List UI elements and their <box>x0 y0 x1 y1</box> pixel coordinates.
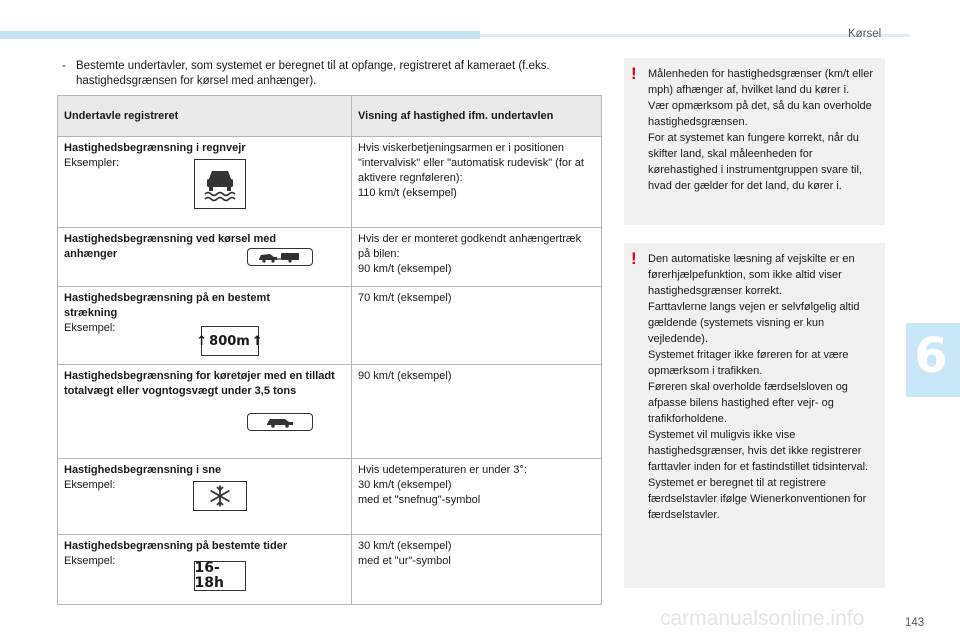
sub-sign-table <box>57 95 602 605</box>
display-line: 90 km/t (eksempel) <box>358 370 452 382</box>
display-line: Hvis viskerbetjeningsarmen er i positionen "intervalvisk" eller "automatisk rudevisk" (for at aktivere regnføleren): <box>358 142 584 184</box>
display-line: Hvis der er monteret godkendt anhængertræk på bilen: <box>358 233 582 260</box>
display-line: 30 km/t (eksempel) <box>358 540 452 552</box>
table-cell-display <box>352 535 602 605</box>
table-cell-display <box>352 287 602 365</box>
display-line: Hvis udetemperaturen er under 3°: <box>358 464 527 476</box>
note-line: Systemet fritager ikke føreren for at være opmærksom i trafikken. <box>648 349 849 377</box>
intro-dash: - <box>62 60 66 72</box>
table-cell-display <box>352 459 602 535</box>
arrow-up-icon: ↑ <box>251 333 263 349</box>
table-header-row <box>58 96 602 137</box>
section-title: Kørsel <box>848 28 882 40</box>
warning-icon: ! <box>631 249 637 268</box>
table-cell-sign <box>58 459 352 535</box>
chapter-number: 6 <box>914 328 948 384</box>
arrow-up-icon: ↑ <box>196 333 208 349</box>
display-line: med et "snefnug"-symbol <box>358 494 481 506</box>
note-line: Vær opmærksom på det, så du kan overholde hastighedsgrænsen. <box>648 100 872 128</box>
table-row <box>58 287 602 365</box>
display-line: 110 km/t (eksempel) <box>358 187 457 199</box>
row-title: Hastighedsbegrænsning ved kørsel med anhænger <box>64 233 277 260</box>
note-text <box>648 66 884 194</box>
table-cell-sign <box>58 228 352 287</box>
note-line: Målenheden for hastighedsgrænser (km/t eller mph) afhænger af, hvilket land du kører i. <box>648 68 874 96</box>
row-subtitle: Eksempel: <box>64 322 116 334</box>
car-sign-icon <box>247 413 313 431</box>
header-rule <box>480 34 910 37</box>
intro-text: Bestemte undertavler, som systemet er beregnet til at opfange, registreret af kameraet (f.eks. hastighedsgrænsen for kørsel med anhænger). <box>76 60 550 87</box>
note-line: Føreren skal overholde færdselsloven og afpasse bilens hastighed efter vejr- og trafikforholdene. <box>648 381 848 425</box>
table-row <box>58 137 602 228</box>
display-line: 70 km/t (eksempel) <box>358 292 452 304</box>
row-subtitle: Eksempler: <box>64 157 120 169</box>
row-title: Hastighedsbegrænsning på bestemte tider <box>64 540 288 552</box>
table-cell-display <box>352 365 602 459</box>
table-row <box>58 459 602 535</box>
table-cell-sign <box>58 137 352 228</box>
row-title: Hastighedsbegrænsning i regnvejr <box>64 142 246 154</box>
table-row <box>58 228 602 287</box>
snowflake-sign-icon <box>193 481 247 511</box>
display-line: 30 km/t (eksempel) <box>358 479 452 491</box>
rain-car-sign-icon <box>194 159 246 209</box>
row-subtitle: Eksempel: <box>64 479 116 491</box>
display-line: med et "ur"-symbol <box>358 555 451 567</box>
header-accent-bar <box>0 31 480 39</box>
note-line: Systemet er beregnet til at registrere færdselstavler ifølge Wienerkonventionen for færdselstavler. <box>648 477 867 521</box>
time-sign-icon <box>194 561 246 591</box>
table-cell-display <box>352 137 602 228</box>
table-row <box>58 365 602 459</box>
display-line: 90 km/t (eksempel) <box>358 263 452 275</box>
car-trailer-sign-icon <box>247 248 313 266</box>
row-subtitle: Eksempel: <box>64 555 116 567</box>
note-line: Den automatiske læsning af vejskilte er en førerhjælpefunktion, som ikke altid viser hastighedsgrænser korrekt. <box>648 253 855 297</box>
table-cell-display <box>352 228 602 287</box>
note-line: Farttavlerne langs vejen er selvfølgelig altid gældende (systemets visning er kun vejledende). <box>648 301 860 345</box>
table-cell-sign <box>58 365 352 459</box>
table-row <box>58 535 602 605</box>
distance-sign-text: 800m <box>209 333 250 349</box>
table-header-display: Visning af hastighed ifm. undertavlen <box>352 96 602 137</box>
warning-note-units <box>624 58 885 225</box>
note-text <box>648 251 884 523</box>
time-sign-text: 16-18h <box>194 560 224 591</box>
intro-paragraph <box>62 59 607 89</box>
row-title: Hastighedsbegrænsning i sne <box>64 464 222 476</box>
watermark: carmanualsonline.info <box>660 607 865 630</box>
table-header-sign: Undertavle registreret <box>58 96 352 137</box>
distance-sign-icon <box>196 326 263 356</box>
warning-icon: ! <box>631 64 637 83</box>
table-cell-sign <box>58 535 352 605</box>
warning-note-reading <box>624 243 885 588</box>
row-title: Hastighedsbegrænsning på en bestemt strækning <box>64 292 270 319</box>
page-number: 143 <box>905 617 925 629</box>
table-cell-sign <box>58 287 352 365</box>
note-line: For at systemet kan fungere korrekt, når du skifter land, skal måleenheden for kørehastighed i instrumentgruppen svare til, hvad der gælder for det land, du kører i. <box>648 132 862 192</box>
row-title: Hastighedsbegrænsning for køretøjer med en tilladt totalvægt eller vogntogsvægt under 3,5 tons <box>64 370 335 397</box>
note-line: Systemet vil muligvis ikke vise hastighedsgrænser, hvis det ikke registrerer farttavler inden for et fastindstillet tidsinterval. <box>648 429 869 473</box>
